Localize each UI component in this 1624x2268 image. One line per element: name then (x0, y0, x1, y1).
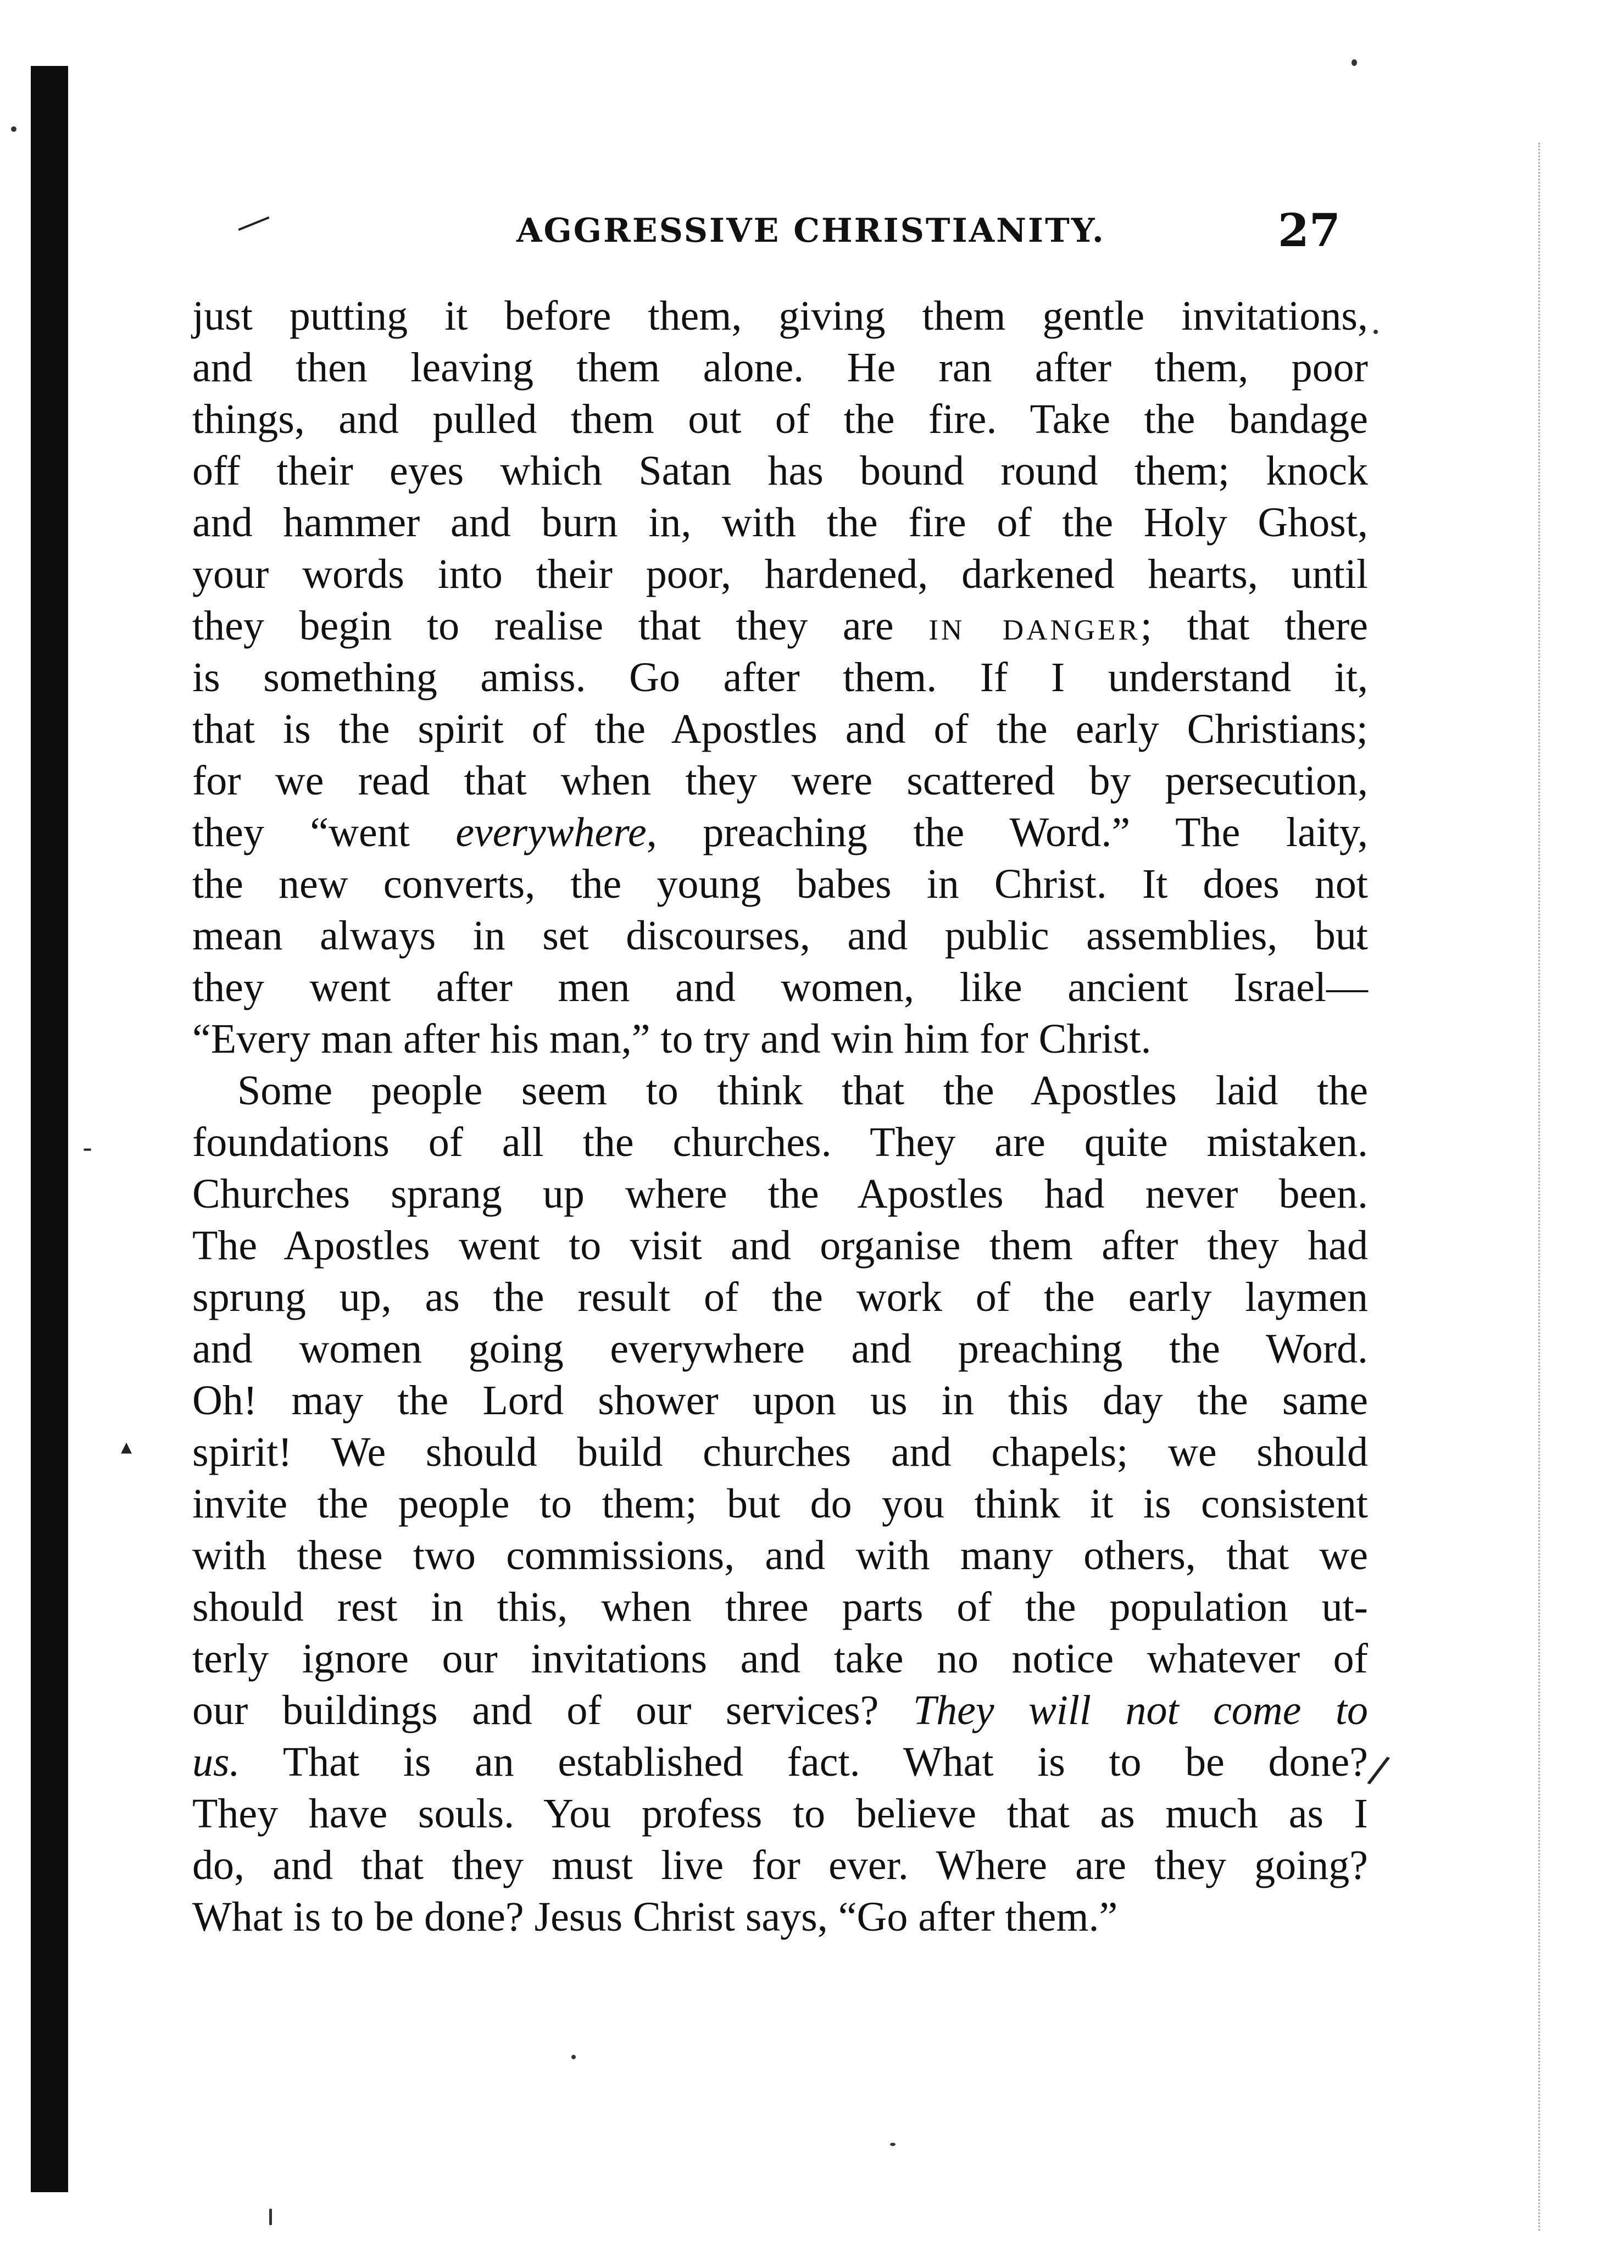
margin-caret-mark: ▴ (121, 1434, 132, 1459)
text-line: do, and that they must live for ever. Where are they going? (192, 1842, 1368, 1888)
text-line: spirit! We should build churches and chapels; we should (192, 1429, 1368, 1475)
scan-speck (571, 2055, 576, 2059)
text-line: for we read that when they were scattered by persecution, (192, 758, 1368, 804)
text-line: They have souls. You profess to believe that as much as I (192, 1791, 1368, 1837)
text-line: with these two commissions, and with many others, that we (192, 1532, 1368, 1578)
text-line: Some people seem to think that the Apostles laid the (237, 1068, 1368, 1114)
running-title: AGGRESSIVE CHRISTIANITY. (516, 212, 1105, 250)
text-line: terly ignore our invitations and take no notice whatever of (192, 1636, 1368, 1682)
text-line: is something amiss. Go after them. If I understand it, (192, 654, 1368, 701)
margin-dash-mark: - (82, 1132, 93, 1164)
text-line: and hammer and burn in, with the fire of the Holy Ghost, (192, 499, 1368, 546)
text-line: and women going everywhere and preaching the Word. (192, 1326, 1368, 1372)
line-text: our buildings and of our services? (192, 1687, 913, 1733)
text-line: What is to be done? Jesus Christ says, “Go after them.” (192, 1894, 1118, 1940)
text-line: mean always in set discourses, and public assemblies, but (192, 913, 1368, 959)
italic-emphasis: everywhere (455, 809, 647, 855)
text-line: sprung up, as the result of the work of the early laymen (192, 1274, 1368, 1320)
text-line: that is the spirit of the Apostles and of the early Christians; (192, 706, 1368, 752)
line-text: they “went (192, 809, 456, 855)
paragraph-2 (192, 1065, 1368, 1943)
text-line: should rest in this, when three parts of the population ut- (192, 1584, 1368, 1630)
line-text: , preaching the Word.” The laity, (646, 809, 1368, 855)
text-line: things, and pulled them out of the fire. Take the bandage (192, 396, 1368, 442)
page-body (192, 290, 1368, 1943)
line-text: ; that there (1140, 603, 1368, 649)
smallcaps-emphasis: in danger (928, 603, 1141, 649)
italic-emphasis: They will not come to (913, 1687, 1368, 1733)
scan-speck (11, 126, 16, 132)
text-line: invite the people to them; but do you think it is consistent (192, 1481, 1368, 1527)
page-header (209, 201, 1341, 261)
scan-edge-noise (1538, 143, 1543, 2231)
line-text: That is an established fact. What is to be done? (240, 1739, 1368, 1785)
margin-tick-mark: / (1365, 1746, 1393, 1793)
text-line: your words into their poor, hardened, darkened hearts, until (192, 551, 1368, 597)
text-line: “Every man after his man,” to try and win him for Christ. (192, 1016, 1152, 1062)
text-line: The Apostles went to visit and organise them after they had (192, 1222, 1368, 1269)
text-line: the new converts, the young babes in Christ. It does not (192, 861, 1368, 907)
scan-speck (269, 2209, 272, 2225)
text-line: Churches sprang up where the Apostles had never been. (192, 1171, 1368, 1217)
text-line (192, 600, 1368, 652)
text-line (192, 1685, 1368, 1736)
scan-speck (1352, 59, 1357, 66)
text-line: Oh! may the Lord shower upon us in this day the same (192, 1377, 1368, 1424)
scan-speck (890, 2143, 896, 2146)
text-line (192, 807, 1368, 858)
scan-speck (1373, 330, 1378, 334)
text-line (192, 1736, 1368, 1788)
text-line: they went after men and women, like ancient Israel— (192, 964, 1368, 1010)
text-line: off their eyes which Satan has bound round them; knock (192, 448, 1368, 494)
page-number: 27 (1277, 204, 1341, 257)
paragraph-1 (192, 290, 1368, 1065)
text-line: just putting it before them, giving them gentle invitations, (192, 293, 1368, 339)
binding-shadow (31, 66, 68, 2192)
line-text: they begin to realise that they are (192, 603, 929, 649)
italic-emphasis: us. (192, 1739, 240, 1785)
text-line: foundations of all the churches. They are quite mistaken. (192, 1119, 1368, 1165)
text-line: and then leaving them alone. He ran after them, poor (192, 344, 1368, 391)
